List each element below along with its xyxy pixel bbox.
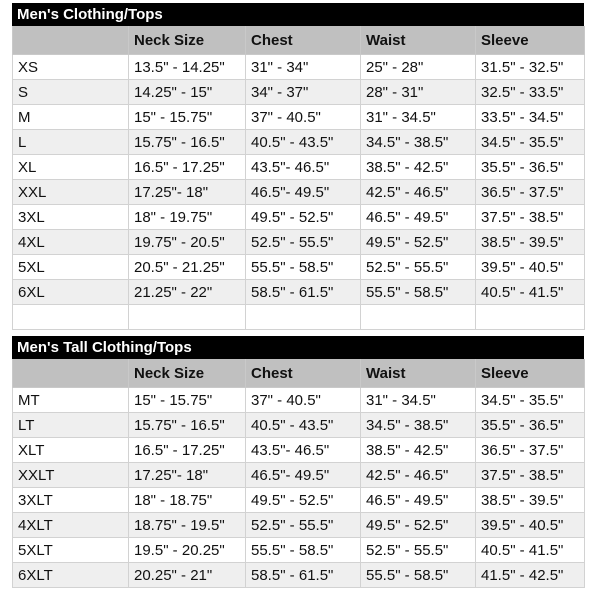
measurement-cell: 49.5" - 52.5" (246, 488, 361, 513)
size-label-cell: 5XLT (13, 538, 129, 563)
table-row (13, 255, 585, 280)
measurement-cell: 15.75" - 16.5" (129, 130, 246, 155)
table-body (13, 388, 585, 588)
measurement-cell: 38.5" - 39.5" (476, 230, 585, 255)
measurement-cell: 58.5" - 61.5" (246, 563, 361, 588)
column-header: Sleeve (476, 26, 585, 55)
size-grid (12, 359, 585, 588)
column-header: Chest (246, 26, 361, 55)
size-grid (12, 26, 585, 330)
measurement-cell: 17.25"- 18" (129, 180, 246, 205)
measurement-cell: 37" - 40.5" (246, 105, 361, 130)
measurement-cell: 40.5" - 41.5" (476, 280, 585, 305)
measurement-cell: 55.5" - 58.5" (246, 255, 361, 280)
measurement-cell: 55.5" - 58.5" (361, 280, 476, 305)
size-label-cell: 4XLT (13, 513, 129, 538)
measurement-cell: 17.25"- 18" (129, 463, 246, 488)
measurement-cell: 33.5" - 34.5" (476, 105, 585, 130)
measurement-cell: 37.5" - 38.5" (476, 205, 585, 230)
size-table (12, 336, 584, 588)
size-chart-root (12, 3, 584, 588)
measurement-cell: 36.5" - 37.5" (476, 438, 585, 463)
table-row (13, 413, 585, 438)
table-title: Men's Tall Clothing/Tops (17, 339, 192, 356)
column-header-blank (13, 26, 129, 55)
measurement-cell: 34.5" - 35.5" (476, 130, 585, 155)
measurement-cell: 34.5" - 38.5" (361, 130, 476, 155)
measurement-cell: 15" - 15.75" (129, 388, 246, 413)
measurement-cell: 49.5" - 52.5" (361, 513, 476, 538)
measurement-cell (246, 305, 361, 330)
measurement-cell (476, 305, 585, 330)
table-row (13, 388, 585, 413)
size-label-cell: M (13, 105, 129, 130)
measurement-cell: 34" - 37" (246, 80, 361, 105)
measurement-cell: 37" - 40.5" (246, 388, 361, 413)
measurement-cell: 39.5" - 40.5" (476, 255, 585, 280)
size-label-cell: 3XL (13, 205, 129, 230)
measurement-cell: 41.5" - 42.5" (476, 563, 585, 588)
column-header: Waist (361, 26, 476, 55)
measurement-cell: 40.5" - 43.5" (246, 413, 361, 438)
size-label-cell: MT (13, 388, 129, 413)
measurement-cell: 21.25" - 22" (129, 280, 246, 305)
measurement-cell: 31.5" - 32.5" (476, 55, 585, 80)
table-row (13, 438, 585, 463)
size-table (12, 3, 584, 330)
table-title-bar (12, 3, 584, 26)
measurement-cell: 19.5" - 20.25" (129, 538, 246, 563)
table-row (13, 55, 585, 80)
measurement-cell: 35.5" - 36.5" (476, 155, 585, 180)
measurement-cell (129, 305, 246, 330)
size-label-cell: XL (13, 155, 129, 180)
size-label-cell: 5XL (13, 255, 129, 280)
column-header: Sleeve (476, 359, 585, 388)
size-label-cell: XXL (13, 180, 129, 205)
measurement-cell (361, 305, 476, 330)
size-label-cell (13, 305, 129, 330)
measurement-cell: 37.5" - 38.5" (476, 463, 585, 488)
measurement-cell: 40.5" - 43.5" (246, 130, 361, 155)
measurement-cell: 31" - 34.5" (361, 388, 476, 413)
size-label-cell: 4XL (13, 230, 129, 255)
measurement-cell: 18" - 18.75" (129, 488, 246, 513)
measurement-cell: 15.75" - 16.5" (129, 413, 246, 438)
size-label-cell: S (13, 80, 129, 105)
column-header: Chest (246, 359, 361, 388)
measurement-cell: 20.25" - 21" (129, 563, 246, 588)
measurement-cell: 18.75" - 19.5" (129, 513, 246, 538)
size-label-cell: L (13, 130, 129, 155)
measurement-cell: 40.5" - 41.5" (476, 538, 585, 563)
table-row (13, 155, 585, 180)
measurement-cell: 32.5" - 33.5" (476, 80, 585, 105)
measurement-cell: 39.5" - 40.5" (476, 513, 585, 538)
table-row (13, 463, 585, 488)
measurement-cell: 49.5" - 52.5" (246, 205, 361, 230)
measurement-cell: 14.25" - 15" (129, 80, 246, 105)
measurement-cell: 38.5" - 39.5" (476, 488, 585, 513)
measurement-cell: 19.75" - 20.5" (129, 230, 246, 255)
measurement-cell: 55.5" - 58.5" (246, 538, 361, 563)
measurement-cell: 20.5" - 21.25" (129, 255, 246, 280)
size-label-cell: XLT (13, 438, 129, 463)
column-header: Neck Size (129, 26, 246, 55)
measurement-cell: 43.5"- 46.5" (246, 438, 361, 463)
measurement-cell: 34.5" - 35.5" (476, 388, 585, 413)
size-label-cell: XS (13, 55, 129, 80)
measurement-cell: 15" - 15.75" (129, 105, 246, 130)
size-label-cell: 3XLT (13, 488, 129, 513)
measurement-cell: 38.5" - 42.5" (361, 438, 476, 463)
header-row (13, 26, 585, 55)
table-row (13, 230, 585, 255)
measurement-cell: 52.5" - 55.5" (246, 513, 361, 538)
table-row (13, 280, 585, 305)
table-row (13, 80, 585, 105)
measurement-cell: 31" - 34" (246, 55, 361, 80)
measurement-cell: 42.5" - 46.5" (361, 180, 476, 205)
measurement-cell: 35.5" - 36.5" (476, 413, 585, 438)
table-title: Men's Clothing/Tops (17, 6, 163, 23)
measurement-cell: 46.5"- 49.5" (246, 463, 361, 488)
table-row (13, 488, 585, 513)
table-body (13, 55, 585, 330)
size-label-cell: 6XLT (13, 563, 129, 588)
measurement-cell: 18" - 19.75" (129, 205, 246, 230)
column-header-blank (13, 359, 129, 388)
table-row (13, 130, 585, 155)
size-label-cell: 6XL (13, 280, 129, 305)
measurement-cell: 25" - 28" (361, 55, 476, 80)
measurement-cell: 46.5" - 49.5" (361, 488, 476, 513)
header-row (13, 359, 585, 388)
measurement-cell: 16.5" - 17.25" (129, 155, 246, 180)
measurement-cell: 58.5" - 61.5" (246, 280, 361, 305)
measurement-cell: 42.5" - 46.5" (361, 463, 476, 488)
measurement-cell: 34.5" - 38.5" (361, 413, 476, 438)
measurement-cell: 16.5" - 17.25" (129, 438, 246, 463)
measurement-cell: 38.5" - 42.5" (361, 155, 476, 180)
size-label-cell: XXLT (13, 463, 129, 488)
table-row-empty (13, 305, 585, 330)
measurement-cell: 46.5" - 49.5" (361, 205, 476, 230)
table-row (13, 105, 585, 130)
measurement-cell: 31" - 34.5" (361, 105, 476, 130)
measurement-cell: 52.5" - 55.5" (246, 230, 361, 255)
column-header: Neck Size (129, 359, 246, 388)
table-row (13, 563, 585, 588)
measurement-cell: 28" - 31" (361, 80, 476, 105)
table-row (13, 180, 585, 205)
table-row (13, 513, 585, 538)
measurement-cell: 52.5" - 55.5" (361, 538, 476, 563)
size-label-cell: LT (13, 413, 129, 438)
measurement-cell: 52.5" - 55.5" (361, 255, 476, 280)
table-row (13, 538, 585, 563)
measurement-cell: 49.5" - 52.5" (361, 230, 476, 255)
column-header: Waist (361, 359, 476, 388)
measurement-cell: 55.5" - 58.5" (361, 563, 476, 588)
measurement-cell: 43.5"- 46.5" (246, 155, 361, 180)
measurement-cell: 13.5" - 14.25" (129, 55, 246, 80)
measurement-cell: 36.5" - 37.5" (476, 180, 585, 205)
table-row (13, 205, 585, 230)
table-title-bar (12, 336, 584, 359)
measurement-cell: 46.5"- 49.5" (246, 180, 361, 205)
